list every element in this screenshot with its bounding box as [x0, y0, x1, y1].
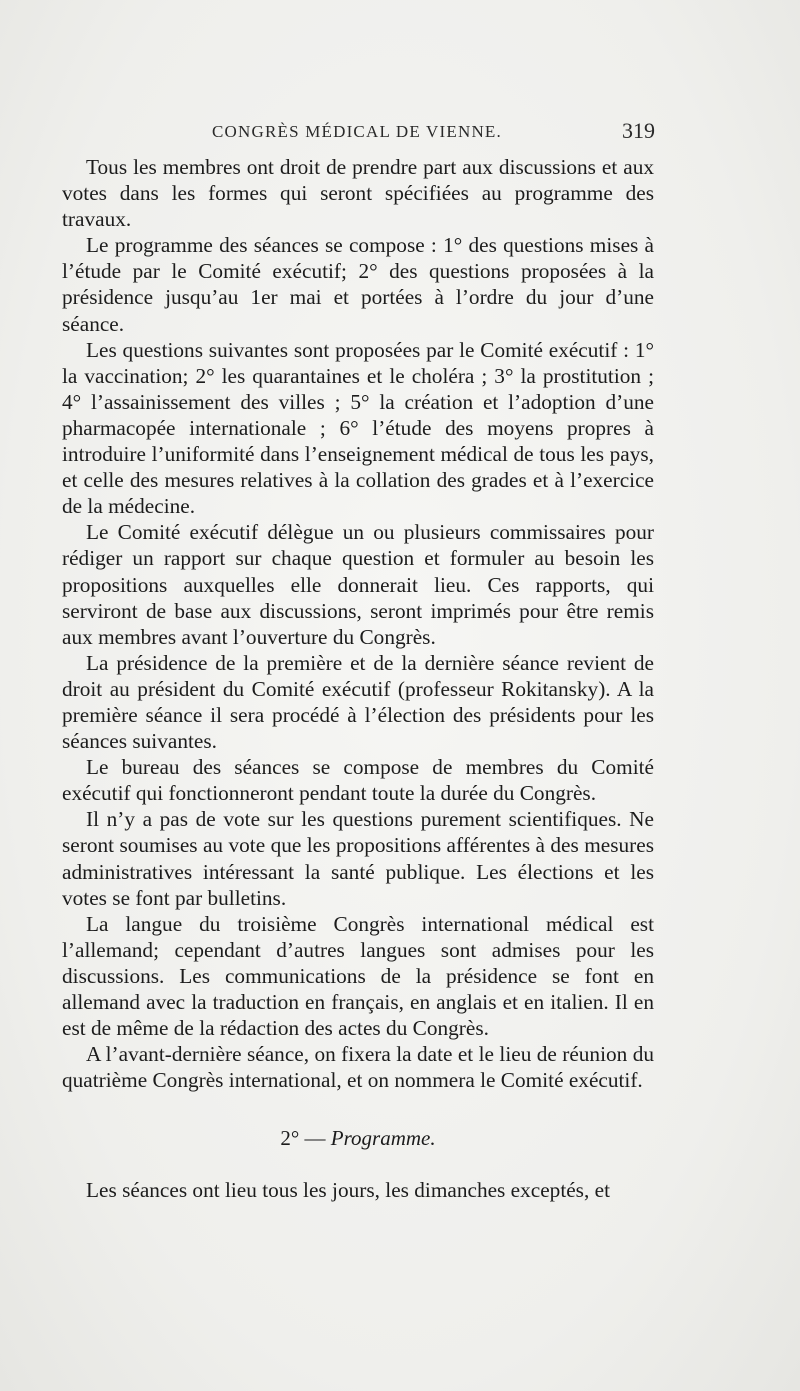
paragraph-9: A l’avant-dernière séance, on fixera la date et le lieu de réunion du quatrième Congrès international, et on nommera le Comité exécutif. — [62, 1042, 654, 1093]
paragraph-4: Le Comité exécutif délègue un ou plusieurs commissaires pour rédiger un rapport sur chaque question et formuler au besoin les propositions auxquelles elle donnerait lieu. Ces rapports, qui serviront de base aux discussions, seront imprimés pour être remis aux membres avant l’ouverture du Congrès. — [62, 520, 654, 649]
page-header — [62, 118, 657, 148]
paragraph-1: Tous les membres ont droit de prendre part aux discussions et aux votes dans les formes qui seront spécifiées au programme des travaux. — [62, 155, 654, 232]
section-dash: — — [304, 1126, 326, 1151]
paragraph-10: Les séances ont lieu tous les jours, les dimanches exceptés, et — [86, 1178, 610, 1203]
section-label: Programme. — [330, 1126, 436, 1151]
running-title: CONGRÈS MÉDICAL DE VIENNE. — [212, 122, 502, 141]
paragraph-5: La présidence de la première et de la dernière séance revient de droit au président du Comité exécutif (professeur Rokitansky). A la première séance il sera procédé à l’élection des présidents pour les séances suivantes. — [62, 650, 654, 754]
paragraph-8: La langue du troisième Congrès international médical est l’allemand; cependant d’autres langues sont admises pour les discussions. Les communications de la présidence se font en allemand avec la traduction en français, en anglais et en italien. Il en est de même de la rédaction des actes du Congrès. — [62, 911, 654, 1041]
body-text — [62, 154, 654, 1204]
section-heading — [62, 1125, 654, 1151]
paragraph-3: Les questions suivantes sont proposées par le Comité exécutif : 1° la vaccination; 2° les quarantaines et le choléra ; 3° la prostitution ; 4° l’assainissement des villes ; 5° la création et l’adoption d’une pharmacopée internationale ; 6° l’étude des moyens propres à introduire l’uniformité dans l’enseignement médical de tous les pays, et celle des mesures relatives à la collation des grades et à l’exercice de la médecine. — [62, 337, 654, 519]
paragraph-2: Le programme des séances se compose : 1° des questions mises à l’étude par le Comité exécutif; 2° des questions proposées à la présidence jusqu’au 1er mai et portées à l’ordre du jour d’une séance. — [62, 233, 654, 336]
page-number: 319 — [622, 118, 655, 143]
section-number: 2° — [280, 1126, 300, 1151]
paragraph-7: Il n’y a pas de vote sur les questions purement scientifiques. Ne seront soumises au vote que les propositions afférentes à des mesures administratives intéressant la santé publique. Les élections et les votes se font par bulletins. — [62, 807, 654, 910]
paragraph-6: Le bureau des séances se compose de membres du Comité exécutif qui fonctionneront pendant toute la durée du Congrès. — [62, 755, 654, 806]
